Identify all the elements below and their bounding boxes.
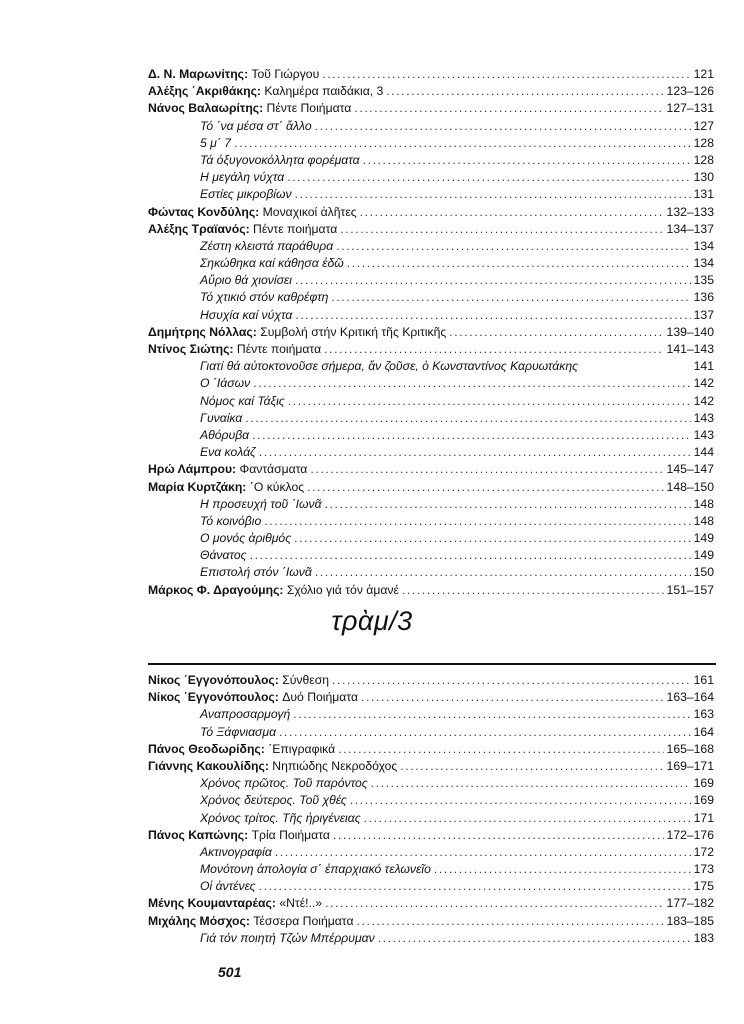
entry-pages: 121 (693, 67, 714, 81)
entry-pages: 163 (693, 707, 714, 722)
leader-dots (295, 186, 691, 203)
entry-author: Πάνος Θεοδωρίδης: (148, 741, 265, 756)
entry-author: Ηρώ Λάμπρου: (148, 462, 237, 477)
leader-dots (295, 272, 691, 289)
toc-subentry (148, 496, 714, 513)
leader-dots (287, 169, 690, 186)
entry-title: Σύνθεση (282, 673, 330, 687)
toc-entry (148, 461, 714, 478)
entry-author: Νίκος ΄Εγγονόπουλος: (148, 673, 279, 687)
entry-author: Μιχάλης Μόσχος: (148, 913, 250, 928)
entry-pages: 151–157 (666, 582, 714, 597)
entry-pages: 172–176 (666, 827, 714, 842)
leader-dots (252, 427, 691, 444)
leader-dots (363, 152, 691, 169)
entry-title: Γυναίκα (200, 410, 243, 425)
toc-entry (148, 66, 714, 83)
entry-pages: 149 (693, 548, 714, 563)
toc-entry (148, 479, 714, 496)
entry-author: Δ. Ν. Μαρωνίτης: (148, 67, 249, 81)
table-of-contents-part-2 (148, 672, 714, 947)
entry-pages: 143 (693, 410, 714, 425)
entry-pages: 144 (693, 445, 714, 460)
entry-title: Ακτινογραφία (200, 844, 272, 859)
toc-subentry (148, 358, 714, 375)
leader-dots (259, 444, 691, 461)
toc-subentry (148, 410, 714, 427)
entry-title: Πέντε ποιήματα (253, 221, 338, 236)
entry-title: Πέντε ποιήματα (236, 342, 322, 356)
toc-entry (148, 582, 714, 599)
leader-dots (294, 530, 691, 547)
entry-title: Τά ὀξυγονοκόλλητα φορέματα (200, 152, 360, 167)
entry-title: Σχόλιο γιά τόν ἀμανέ (286, 582, 399, 597)
toc-subentry (148, 724, 714, 741)
entry-title: Νόμος καί Τάξις (200, 393, 285, 408)
entry-pages: 131 (693, 187, 714, 202)
entry-pages: 171 (693, 810, 714, 825)
page-number: 501 (218, 964, 242, 980)
entry-pages: 161 (693, 673, 714, 687)
leader-dots (264, 513, 690, 530)
toc-subentry (148, 169, 714, 186)
entry-author: Πάνος Καπώνης: (148, 827, 249, 842)
entry-author: Νίκος ΄Εγγονόπουλος: (148, 690, 279, 705)
entry-title: Σηκώθηκα καί κάθησα ἐδῶ (200, 256, 344, 271)
entry-pages: 148 (693, 496, 714, 511)
leader-dots (361, 689, 664, 706)
toc-entry (148, 204, 714, 221)
entry-pages: 136 (693, 290, 714, 305)
entry-title: Συμβολή στήν Κριτική τῆς Κριτικῆς (260, 324, 447, 339)
toc-subentry (148, 547, 714, 564)
entry-pages: 127–131 (666, 101, 714, 116)
entry-author: Νάνος Βαλαωρίτης: (148, 101, 264, 116)
toc-subentry (148, 186, 714, 203)
entry-author: Μάρκος Φ. Δραγούμης: (148, 582, 284, 597)
journal-heading: τρὰμ/3 (331, 606, 413, 636)
entry-title: Η μεγάλη νύχτα (200, 170, 285, 185)
entry-title: 5 μ΄ 7 (200, 135, 232, 150)
toc-subentry (148, 706, 714, 723)
entry-title: Ενα κολάζ (200, 445, 256, 460)
toc-subentry (148, 135, 714, 152)
entry-pages: 149 (693, 531, 714, 546)
leader-dots (449, 324, 663, 341)
leader-dots (295, 307, 690, 324)
entry-title: Δυό Ποιήματα (282, 690, 359, 705)
toc-entry (148, 827, 714, 844)
toc-subentry (148, 118, 714, 135)
entry-pages: 150 (693, 565, 714, 580)
table-of-contents-part-1 (148, 66, 714, 599)
leader-dots (275, 844, 691, 861)
leader-dots (336, 238, 690, 255)
leader-dots (315, 564, 691, 581)
entry-title: Πέντε Ποιήματα (266, 101, 352, 116)
entry-title: ΄Ο κύκλος (249, 479, 305, 494)
entry-pages: 142 (693, 376, 714, 391)
entry-author: Ντίνος Σιώτης: (148, 342, 234, 356)
entry-title: «Ντέ!..» (279, 896, 323, 911)
toc-entry (148, 100, 714, 117)
toc-entry (148, 83, 714, 100)
toc-entry (148, 895, 714, 912)
entry-pages: 143 (693, 427, 714, 442)
toc-subentry (148, 289, 714, 306)
leader-dots (322, 66, 690, 83)
entry-title: Τό χτικιό στόν καθρέφτη (200, 290, 329, 305)
leader-dots (378, 930, 691, 947)
entry-title: Αὔριο θά χιονίσει (200, 273, 292, 288)
leader-dots (360, 204, 664, 221)
heading-rule (148, 663, 716, 665)
toc-subentry (148, 375, 714, 392)
entry-title: Καλημέρα παιδάκια, 3 (264, 84, 384, 99)
entry-title: Χρόνος πρῶτος. Τοῦ παρόντος (200, 776, 368, 791)
entry-pages: 137 (693, 307, 714, 322)
entry-title: Τέσσερα Ποιήματα (253, 913, 354, 928)
entry-pages: 141–143 (666, 342, 714, 356)
entry-title: Μοναχικοί ἀλῆτες (262, 204, 357, 219)
entry-title: Τό ΄να μέσα στ΄ ἄλλο (200, 118, 312, 133)
entry-pages: 148 (693, 513, 714, 528)
toc-subentry (148, 427, 714, 444)
entry-pages: 141 (693, 359, 714, 374)
toc-subentry (148, 861, 714, 878)
toc-subentry (148, 272, 714, 289)
entry-title: ΄Επιγραφικά (268, 741, 336, 756)
entry-title: Ζέστη κλειστά παράθυρα (200, 238, 334, 253)
toc-subentry (148, 930, 714, 947)
toc-subentry (148, 530, 714, 547)
leader-dots (279, 724, 691, 741)
entry-author: Δημήτρης Νόλλας: (148, 324, 257, 339)
entry-pages: 134 (693, 238, 714, 253)
toc-entry (148, 689, 714, 706)
entry-pages: 134–137 (666, 221, 714, 236)
entry-title: Γιά τόν ποιητή Τζών Μπέρρυμαν (200, 930, 375, 945)
leader-dots (354, 100, 663, 117)
entry-pages: 177–182 (666, 896, 714, 911)
leader-dots (332, 672, 691, 689)
entry-title: Τοῦ Γιώργου (251, 67, 320, 81)
leader-dots (310, 461, 663, 478)
entry-title: Ησυχία καί νύχτα (200, 307, 293, 322)
leader-dots (325, 496, 691, 513)
entry-pages: 165–168 (666, 741, 714, 756)
toc-subentry (148, 444, 714, 461)
toc-entry (148, 221, 714, 238)
entry-pages: 132–133 (666, 204, 714, 219)
leader-dots (331, 289, 690, 306)
toc-entry (148, 913, 714, 930)
toc-subentry (148, 307, 714, 324)
entry-title: Η προσευχή τοῦ ΄Ιωνᾶ (200, 496, 322, 511)
entry-title: Χρόνος δεύτερος. Τοῦ χθές (200, 793, 347, 808)
entry-pages: 135 (693, 273, 714, 288)
leader-dots (338, 741, 663, 758)
leader-dots (250, 547, 691, 564)
leader-dots (347, 255, 691, 272)
entry-author: Αλέξης ΄Ακριθάκης: (148, 84, 261, 99)
entry-pages: 164 (693, 724, 714, 739)
toc-entry (148, 758, 714, 775)
entry-title: Αθόρυβα (200, 427, 250, 442)
entry-pages: 139–140 (666, 324, 714, 339)
leader-dots (234, 135, 691, 152)
entry-pages: 145–147 (666, 462, 714, 477)
entry-title: Θάνατος (200, 548, 247, 563)
toc-entry (148, 324, 714, 341)
entry-pages: 127 (693, 118, 714, 133)
leader-dots (259, 878, 691, 895)
entry-pages: 169 (693, 793, 714, 808)
entry-title: Τό κοινόβιο (200, 513, 262, 528)
entry-title: Ο ΄Ιάσων (200, 376, 251, 391)
entry-title: Γιατί θά αὐτοκτονοῦσε σήμερα, ἄν ζοῦσε, ὁ Κωνσταντίνος Καρυωτάκης (200, 359, 579, 374)
entry-author: Αλέξης Τραϊανός: (148, 221, 250, 236)
leader-dots (324, 341, 663, 358)
entry-title: Εστίες μικροβίων (200, 187, 292, 202)
toc-entry (148, 741, 714, 758)
entry-pages: 169 (693, 776, 714, 791)
entry-author: Φώντας Κονδύλης: (148, 204, 260, 219)
leader-dots (253, 375, 690, 392)
toc-subentry (148, 564, 714, 581)
entry-title: Τό Ξάφνιασμα (200, 724, 277, 739)
entry-title: Αναπροσαρμογή (200, 707, 291, 722)
entry-pages: 130 (693, 170, 714, 185)
leader-dots (371, 775, 691, 792)
entry-pages: 163–164 (666, 690, 714, 705)
entry-pages: 173 (693, 862, 714, 877)
entry-pages: 134 (693, 256, 714, 271)
toc-subentry (148, 513, 714, 530)
entry-pages: 148–150 (666, 479, 714, 494)
entry-pages: 169–171 (666, 758, 714, 773)
toc-entry (148, 341, 714, 358)
leader-dots (386, 83, 663, 100)
entry-author: Μένης Κουμανταρέας: (148, 896, 276, 911)
entry-pages: 172 (693, 844, 714, 859)
toc-subentry (148, 844, 714, 861)
leader-dots (402, 582, 664, 599)
leader-dots (245, 410, 690, 427)
toc-subentry (148, 393, 714, 410)
leader-dots (307, 479, 663, 496)
entry-pages: 123–126 (666, 84, 714, 99)
entry-title: Νηπιώδης Νεκροδόχος (272, 758, 398, 773)
leader-dots (325, 895, 663, 912)
leader-dots (315, 118, 691, 135)
toc-subentry (148, 152, 714, 169)
entry-pages: 183 (693, 930, 714, 945)
toc-subentry (148, 238, 714, 255)
leader-dots (288, 393, 691, 410)
entry-title: Φαντάσματα (239, 462, 308, 477)
leader-dots (333, 827, 664, 844)
entry-title: Χρόνος τρίτος. Τῆς ἠριγένειας (200, 810, 361, 825)
toc-subentry (148, 878, 714, 895)
toc-subentry (148, 775, 714, 792)
leader-dots (357, 913, 664, 930)
entry-title: Ο μονός ἀριθμός (200, 531, 292, 546)
toc-subentry (148, 810, 714, 827)
toc-entry (148, 672, 714, 689)
toc-subentry (148, 792, 714, 809)
entry-pages: 175 (693, 879, 714, 894)
entry-title: Μονότονη ἀπολογία σ΄ ἐπαρχιακό τελωνεῖο (200, 862, 431, 877)
entry-pages: 128 (693, 152, 714, 167)
leader-dots (434, 861, 691, 878)
entry-title: Επιστολή στόν ΄Ιωνᾶ (200, 565, 312, 580)
entry-pages: 183–185 (666, 913, 714, 928)
entry-title: Τρία Ποιήματα (251, 827, 330, 842)
leader-dots (293, 706, 690, 723)
entry-author: Γιάννης Κακουλίδης: (148, 758, 269, 773)
leader-dots (400, 758, 663, 775)
leader-dots (340, 221, 663, 238)
entry-title: Οἱ ἀντένες (200, 879, 256, 894)
entry-author: Μαρία Κυρτζάκη: (148, 479, 247, 494)
entry-pages: 128 (693, 135, 714, 150)
toc-subentry (148, 255, 714, 272)
leader-dots (350, 792, 691, 809)
entry-pages: 142 (693, 393, 714, 408)
leader-dots (364, 810, 691, 827)
